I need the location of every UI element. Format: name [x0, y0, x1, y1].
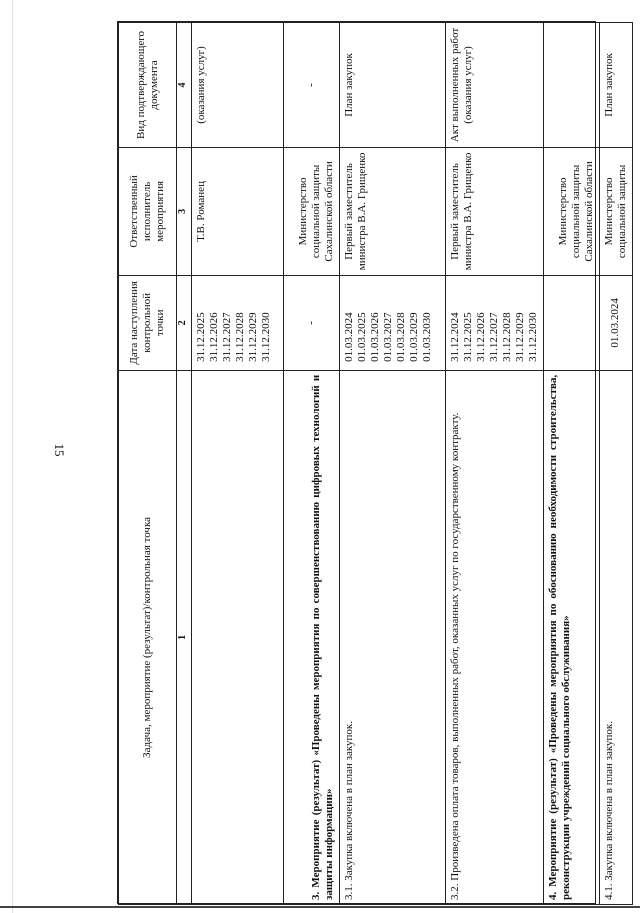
- column-number-row: [177, 23, 192, 905]
- header-date: Дата наступления контрольной точки: [119, 275, 177, 370]
- executor-cell: Первый заместитель министра В.А. Грищенко: [446, 147, 544, 275]
- scan-bottom-edge: [0, 906, 640, 908]
- date-cell: -: [284, 275, 340, 370]
- date-value: 01.03.2027: [381, 312, 394, 362]
- table-row: [600, 23, 633, 905]
- table-row: [192, 23, 284, 905]
- executor-cell: Т.В. Романец: [192, 147, 284, 275]
- date-value: 31.12.2026: [474, 312, 487, 362]
- header-document: Вид подтверждающего документа: [119, 23, 177, 148]
- date-cell: [340, 275, 446, 370]
- column-number-3: 3: [177, 147, 192, 275]
- table-frame: [117, 21, 628, 904]
- date-value: 01.03.2030: [420, 312, 433, 362]
- date-value: 31.12.2025: [195, 312, 207, 362]
- date-value: 31.12.2027: [220, 312, 233, 362]
- executor-cell: Министерство социальной защиты: [600, 147, 633, 275]
- date-value: 31.12.2029: [246, 312, 259, 362]
- document-cell: План закупок: [340, 23, 446, 148]
- task-cell: 4.1. Закупка включена в план закупок.: [600, 370, 633, 904]
- scan-edge: [12, 0, 13, 913]
- date-value: 31.12.2026: [207, 312, 220, 362]
- date-value: 01.03.2025: [355, 312, 368, 362]
- document-cell: План закупок: [600, 23, 633, 148]
- column-number-2: 2: [177, 275, 192, 370]
- date-value: 01.03.2024: [343, 312, 355, 362]
- date-value: 31.12.2030: [526, 312, 539, 362]
- date-cell: [446, 275, 544, 370]
- date-value: 01.03.2029: [407, 312, 420, 362]
- date-value: 31.12.2028: [500, 312, 513, 362]
- date-value: 31.12.2029: [513, 312, 526, 362]
- document-cell: [544, 23, 600, 148]
- table-row: [446, 23, 544, 905]
- header-executor: Ответственный исполнитель мероприятия: [119, 147, 177, 275]
- task-cell: [192, 370, 284, 904]
- rotated-table-container: [118, 22, 628, 905]
- date-value: 31.12.2025: [461, 312, 474, 362]
- header-row: [119, 23, 177, 905]
- date-value: 01.03.2028: [394, 312, 407, 362]
- page-number: 15: [52, 443, 67, 457]
- task-cell: 3. Мероприятие (результат) «Проведены мероприятия по совершенствованию цифровых технологий и защиты информации»: [284, 370, 340, 904]
- task-cell: 3.2. Произведена оплата товаров, выполненных работ, оказанных услуг по государственному контракту.: [446, 370, 544, 904]
- date-value: 01.03.2026: [368, 312, 381, 362]
- date-cell: [192, 275, 284, 370]
- date-value: 31.12.2027: [487, 312, 500, 362]
- executor-cell: Министерство социальной защиты Сахалинской области: [544, 147, 600, 275]
- control-points-table: [118, 22, 633, 905]
- column-number-1: 1: [177, 370, 192, 904]
- document-cell: Акт выполненных работ (оказания услуг): [446, 23, 544, 148]
- table-row: [284, 23, 340, 905]
- date-value: 31.12.2030: [259, 312, 272, 362]
- header-task: Задача, мероприятие (результат)/контрольная точка: [119, 370, 177, 904]
- document-cell: (оказания услуг): [192, 23, 284, 148]
- executor-cell: Первый заместитель министра В.А. Грищенко: [340, 147, 446, 275]
- executor-cell: Министерство социальной защиты Сахалинской области: [284, 147, 340, 275]
- table-row: [544, 23, 600, 905]
- date-value: 31.12.2024: [449, 312, 461, 362]
- document-cell: -: [284, 23, 340, 148]
- date-cell: 01.03.2024: [600, 275, 633, 370]
- task-cell: 3.1. Закупка включена в план закупок.: [340, 370, 446, 904]
- date-value: 31.12.2028: [233, 312, 246, 362]
- column-number-4: 4: [177, 23, 192, 148]
- table-row: [340, 23, 446, 905]
- date-cell: [544, 275, 600, 370]
- task-cell: 4. Мероприятие (результат) «Проведены мероприятия по обоснованию необходимости строительства, реконструкции учреждений социального обслуживания»: [544, 370, 600, 904]
